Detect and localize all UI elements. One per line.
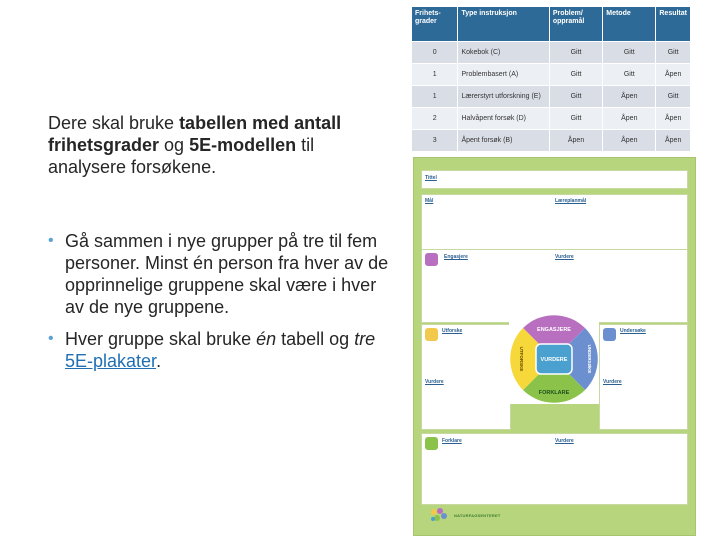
- table-cell: Åpen: [656, 130, 691, 152]
- bullet-2-mid: tabell og: [276, 329, 355, 349]
- poster-explore-box: [421, 324, 511, 430]
- poster-investigate-assess-label: Vurdere: [603, 379, 622, 385]
- table-header-cell: Metode: [603, 7, 656, 42]
- poster-engage-box: [421, 249, 688, 323]
- table-cell: Gitt: [549, 42, 602, 64]
- wheel-explore-text: UTFORSKE: [519, 346, 524, 372]
- table-header-cell: Frihets-grader: [412, 7, 458, 42]
- table-cell: Gitt: [603, 64, 656, 86]
- poster-engage-label: Engasjere: [444, 254, 468, 260]
- poster-investigate-box: [599, 324, 688, 430]
- explore-block-icon: [425, 328, 438, 341]
- intro-paragraph: [48, 112, 393, 178]
- wheel-explain-text: FORKLARE: [538, 390, 570, 396]
- poster-explain-box: [421, 433, 688, 505]
- table-cell: Halvåpent forsøk (D): [458, 108, 549, 130]
- table-cell: Åpen: [656, 108, 691, 130]
- investigate-block-icon: [603, 328, 616, 341]
- degrees-of-freedom-table: [412, 7, 691, 151]
- table-cell: Åpent forsøk (B): [458, 130, 549, 152]
- poster-title-box: [421, 170, 688, 189]
- poster-logo-text: NATURFAGSENTERET: [454, 512, 501, 518]
- wheel-investigate-text: UNDERSØKE: [587, 344, 592, 374]
- table-cell: Åpen: [549, 130, 602, 152]
- table-header-row: [412, 7, 691, 42]
- table-header-cell: Resultat: [656, 7, 691, 42]
- bullet-text-1: Gå sammen i nye grupper på tre til fem personer. Minst én person fra hver av de opprinnelige gruppene skal være i hver av de nye gruppene.: [65, 231, 389, 317]
- poster-goals-box: [421, 194, 688, 251]
- poster-investigate-label: Undersøke: [620, 328, 646, 334]
- table-cell: Åpen: [603, 86, 656, 108]
- table-row: [412, 42, 691, 64]
- table-row: [412, 108, 691, 130]
- table-cell: Åpen: [603, 130, 656, 152]
- wheel-center-text: VURDERE: [540, 357, 568, 363]
- table-header-cell: Problem/ oppramål: [549, 7, 602, 42]
- poster-explore-label: Utforske: [442, 328, 463, 334]
- table-header-cell: Type instruksjon: [458, 7, 549, 42]
- poster-explain-label: Forklare: [442, 438, 462, 444]
- poster-goal-label: Mål: [425, 198, 434, 204]
- table-cell: 1: [412, 64, 458, 86]
- intro-pre: Dere skal bruke: [48, 113, 180, 133]
- table-cell: Gitt: [603, 42, 656, 64]
- table-row: [412, 64, 691, 86]
- table-cell: 3: [412, 130, 458, 152]
- poster-link[interactable]: 5E-plakater: [65, 351, 157, 371]
- flower-logo-icon: [429, 507, 449, 523]
- bullet-2-pre: Hver gruppe skal bruke: [65, 329, 257, 349]
- 5e-poster: [413, 157, 696, 536]
- table-cell: Gitt: [656, 86, 691, 108]
- table-row: [412, 86, 691, 108]
- table-cell: Gitt: [549, 86, 602, 108]
- engage-block-icon: [425, 253, 438, 266]
- intro-post: til analysere forsøkene.: [48, 135, 315, 177]
- list-item: [48, 328, 398, 372]
- table-cell: Gitt: [549, 108, 602, 130]
- poster-explore-assess-label: Vurdere: [425, 379, 444, 385]
- 5e-wheel: [509, 314, 599, 404]
- bullet-dot-icon: •: [48, 330, 54, 347]
- intro-bold-table: tabellen med antall frihetsgrader: [48, 113, 342, 155]
- poster-assess-label: Vurdere: [555, 254, 574, 260]
- poster-logo: [429, 507, 500, 523]
- instruction-list: [48, 230, 398, 382]
- table-cell: Åpen: [656, 64, 691, 86]
- table-cell: Lærerstyrt utforskning (E): [458, 86, 549, 108]
- table-cell: Gitt: [656, 42, 691, 64]
- poster-curriculum-label: Læreplanmål: [555, 198, 587, 204]
- table-cell: Kokebok (C): [458, 42, 549, 64]
- explain-block-icon: [425, 437, 438, 450]
- table-cell: 2: [412, 108, 458, 130]
- table-cell: 0: [412, 42, 458, 64]
- poster-explain-assess-label: Vurdere: [555, 438, 574, 444]
- bullet-2-post: .: [156, 351, 162, 371]
- bullet-2-em-one: én: [256, 329, 277, 349]
- bullet-2-em-three: tre: [354, 329, 376, 349]
- intro-bold-5e: 5E-modellen: [189, 135, 297, 155]
- table-cell: 1: [412, 86, 458, 108]
- bullet-dot-icon: •: [48, 232, 54, 249]
- wheel-engage-text: ENGASJERE: [537, 327, 571, 333]
- intro-mid: og: [159, 135, 190, 155]
- table-cell: Åpen: [603, 108, 656, 130]
- table-row: [412, 130, 691, 152]
- poster-title-label: Tittel: [425, 175, 437, 181]
- list-item: [48, 230, 398, 318]
- table-cell: Gitt: [549, 64, 602, 86]
- table-cell: Problembasert (A): [458, 64, 549, 86]
